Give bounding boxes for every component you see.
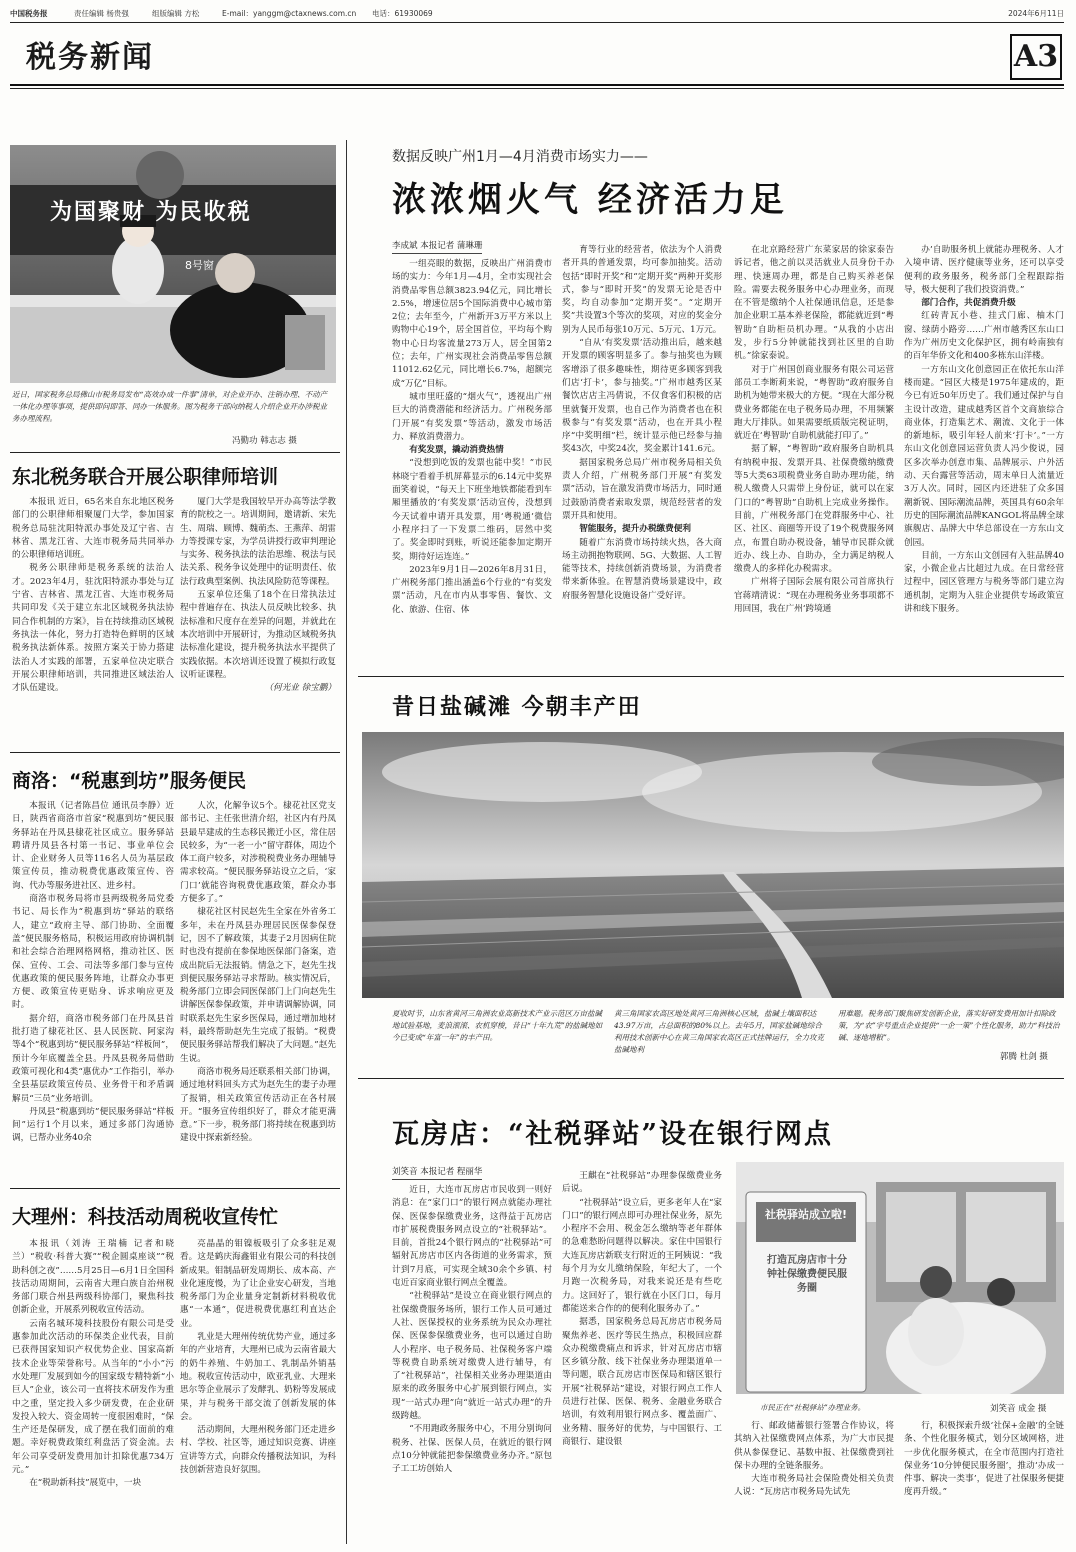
paper-name: 中国税务报 — [10, 9, 48, 18]
service-panel: 打造瓦房店市十分钟社保缴费便民服务圈 — [767, 1255, 847, 1294]
dali-column-1 — [12, 1238, 174, 1544]
paragraph: 据国家税务总局广州市税务局相关负责人介绍，广州税务部门开展“有奖发票”活动，旨在激发消费市场活力，同时通过鼓励消费者索取发票，规范经营者的发票开具和使用。 — [562, 457, 722, 521]
paragraph: 行、邮政储蓄银行签署合作协议，将其纳入社保缴费网点体系，为广大市民提供从参保登记、基数申报、社保缴费到社保卡办理的全链条服务。 — [734, 1421, 894, 1471]
paragraph: 活动期间，大理州税务部门还走进乡村、学校、社区等，通过知识竞赛、讲座宣讲等方式，向群众传播税法知识，为科技创新营造良好氛围。 — [180, 1425, 336, 1476]
paragraph: “不用跑政务服务中心，不用分别询问税务、社保、医保人员，在就近的银行网点10分钟就能把参保缴费业务办齐。”原包子工工坊创始人 — [392, 1424, 552, 1475]
saline-caption-2: 黄三角国家农高区地处黄河三角洲核心区域，盐碱土壤面积达43.97万亩，占总面积的80%以上。去年5月，国家盐碱地综合利用技术创新中心在黄三角国家农高区正式挂牌运行，全力攻克盐碱地利 — [614, 1009, 824, 1054]
headline-guangzhou: 浓浓烟火气 经济活力足 — [392, 180, 788, 220]
email: E-mail：yanggm@ctaxnews.com.cn — [222, 9, 357, 18]
shangluo-column-2 — [180, 800, 336, 1176]
column-divider — [346, 140, 347, 1544]
paragraph: 厦门大学是我国较早开办高等法学教育的院校之一。培训期间，邀请新、宋先生、周瑞、顾博、魏萌杰、王燕萍、胡雷力等授课专家，为学员讲授行政审判理论与实务、税务执法的法治思维、税法与民法关系、税务争议处理中的证明责任、依法行政典型案例、执法风险防范等课程。 — [180, 497, 336, 587]
paragraph: 一组亮眼的数据，反映出广州消费市场的实力：今年1月—4月，全市实现社会消费品零售总额3823.94亿元，同比增长2.5%，增速位居5个国际消费中心城市第2位；去年至今，广州新开3万平方米以上购物中心19个，居全国首位，平均每个购物中心日均客流量273万人，居全国第2位；去年，广州实现社会消费品零售总额11012.62亿元，同比增长6.7%，超额完成“万亿”目标。 — [392, 259, 552, 389]
paragraph: 王麒在“社税驿站”办理参保缴费业务后说。 — [562, 1171, 722, 1195]
paragraph: 育等行业的经营者，依法为个人消费者开具的普通发票，均可参加抽奖。活动包括“即时开奖”和“定期开奖”两种开奖形式，参与“即时开奖”的发票无论是否中奖，均自动参加“定期开奖”。“定期开奖”共设置3个等次的奖项，对应的奖金分别为人民币每张10万元、5万元、1万元。 — [562, 245, 722, 335]
paragraph: 亮晶晶的钼镍板吸引了众多驻足观看。这是鹤庆海鑫钼业有限公司的科技创新成果。钼制品研发周期长、成本高、产业化速度慢，为了让企业安心研发，当地税务部门为企业量身定制新材料税收优惠“一本通”，促进税费优惠红利直达企业。 — [180, 1239, 336, 1329]
paragraph: 一方东山文化创意园正在依托东山洋楼而建。“园区大楼是1975年建成的，距今已有近50年历史了。我们通过保护与自主设计改造，建成越秀区首个文商旅综合商业体，打造集艺术、潮流、文化于一体的新地标，吸引年轻人前来‘打卡’。”一方东山文化创意园运营负责人冯少俊说，园区多次举办创意市集、品牌展示、户外活动、天台露营等活动，周末单日人流量近3万人次。同时，园区内还进驻了众多国潮新锐、国际潮流品牌，英国具有60余年历史的国际潮流品牌KANGOL将品牌全球旗舰店、品牌大中华总部设在一方东山文创园。 — [904, 364, 1064, 548]
byline-guangzhou: 李成斌 本报记者 蒲琳珊 — [392, 239, 482, 254]
paragraph: “社税驿站”设立后，更多老年人在“家门口”的银行网点即可办理社保业务，原先小程序不会用、税金怎么缴纳等老年群体的急难愁盼问题得以解决。家住中国银行大连瓦房店新联支行附近的王阿姨说：“我每个月为女儿缴纳保险，年纪大了，一个月跑一次税务局，对我来说还是有些吃力。这回好了，银行就在小区门口，每月都能送来合作的的便利化服务办了。” — [562, 1197, 722, 1314]
paragraph: 对于广州国创商业服务有限公司运营部员工李断莉来说，“粤智助”政府服务自助机为她带来极大的方便。“现在大部分税费业务都能在电子税务局办理，不用频繁跑大厅排队。如果需要纸质版完税证明，就近在‘粤智助’自助机就能打印了。” — [734, 364, 894, 442]
paragraph: 人次，化解争议5个。棣花社区党支部书记、主任张世清介绍，社区内有丹凤县最早建成的生态移民搬迁小区，常住居民较多，为“一老一小”留守群体，周边个体工商户较多，对涉税税费业务办理辅导需求较高。“便民服务驿站设立之后，‘家门口’就能咨询税费优惠政策，群众办事方便多了。” — [180, 801, 336, 905]
wafangdian-column-1 — [392, 1184, 552, 1544]
subheading: 智能服务，提升办税缴费便利 — [579, 524, 691, 535]
rule — [10, 84, 1064, 86]
paragraph: 丹凤县“税惠到坊”便民服务驿站“样板间”运行1个月以来，通过多部门沟通协调，已帮办业务40余 — [12, 1106, 174, 1144]
divider — [10, 452, 340, 453]
guangzhou-column-2 — [562, 244, 722, 662]
author-signature: （何光业 徐宝鹏） — [264, 683, 336, 694]
shangluo-column-1 — [12, 800, 174, 1176]
subheading: 部门合作，共促消费升级 — [921, 298, 1016, 309]
paragraph: “没想到吃饭的发票也能中奖！”市民林晓宁看着手机屏幕显示的6.14元中奖界面笑着说，“每天上下班坐地铁都能看到车厢里播放的‘有奖发票’活动宣传，没想到今天试着申请开具发票，用‘粤税通’微信小程序扫了一下发票二维码，居然中奖了。奖金即时到账，听说还能参加定期开奖，期待好运连连。” — [392, 458, 552, 562]
kicker-guangzhou: 数据反映广州1月—4月消费市场实力—— — [392, 149, 648, 165]
rule — [10, 88, 1064, 89]
paragraph: 在“税助新科技”展览中，一块 — [29, 1478, 142, 1489]
divider — [10, 1188, 340, 1189]
station-sign: 社税驿站成立啦! — [764, 1208, 848, 1221]
photo-credit: 冯勤功 韩志志 摄 — [232, 436, 297, 446]
paragraph: “自从‘有奖发票’活动推出后，越来越开发票的顾客明显多了。参与抽奖也为顾客增添了很多趣味性，期待更多顾客到我们店‘打卡’，参与抽奖。”广州市越秀区某餐饮店店主冯倩说，不仅食客们积极的店里就餐开发票，也自己作为消费者也在积极参与“有奖发票”活动，也在开具小程序“中奖明细”栏，统计显示他已经参与抽奖43次，中奖24次，奖金累计141.6元。 — [562, 338, 722, 455]
headline-northeast: 东北税务联合开展公职律师培训 — [12, 466, 279, 488]
masthead-topline — [10, 6, 1064, 20]
wafangdian-column-4 — [904, 1420, 1064, 1544]
issue-date: 2024年6月11日 — [1008, 9, 1064, 18]
paragraph: 云南名城环境科技股份有限公司是受惠参加此次活动的环保类企业代表，目前已获得国家知识产权优势企业、国家高新技术企业等荣誉称号。从当年的“小小”污水处理厂发展到如今的国家级专精特新“小巨人”企业，该公司一直将技术研发作为重中之重，坚定投入多少研发费，在企业研发投入较大、资金周转一度很困难时，“保生产还是保研发，成了摆在我们面前的难题。幸好税费政策红利盘活了资金流。去年公司享受研发费用加计扣除优惠734万元。” — [12, 1318, 174, 1476]
paragraph: 棣花社区村民赵先生全家在外省务工多年，未在丹凤县办理居民医保参保登记，因不了解政策，其妻子2月因病住院时也没有提前在参保地医保部门备案，造成出院后无法报销。情急之下，赵先生找到便民服务驿站寻求帮助。核实情况后，税务部门立即会同医保部门上门向赵先生讲解医保参保政策，并申请调解协调，同时联系赵先生家乡医保局，通过增加地材料，最终帮助赵先生完成了报销。“税费便民服务驿站帮我们解决了大问题。”赵先生说。 — [180, 907, 336, 1064]
paragraph: 据悉，国家税务总局瓦房店市税务局聚焦养老、医疗等民生热点，积极回应群众办税缴费痛点和诉求，针对瓦房店市辖区乡镇分散、线下社保业务办理渠道单一等问题，联合瓦房店市医保局和辖区银行开展“社税驿站”建设，对银行网点工作人员进行社保、医保、税务、金融业务联合培训，有效利用银行网点多、覆盖面广、业务精、服务好的优势，与中国银行、工商银行、建设银 — [562, 1317, 722, 1447]
paragraph: 大连市税务局社会保险费处相关负责人说：“瓦房店市税务局先试先 — [734, 1474, 894, 1498]
paragraph: 五家单位还集了18个在日常执法过程中普遍存在、执法人员反映比较多、执法标准和尺度存在差异的问题，并就此在本次培训中开展研讨，为推动区域税务执法标准化建设，提升税务执法水平提供了实践依据。本次培训还设置了模拟行政复议听证课程。 — [180, 590, 336, 680]
guangzhou-column-1 — [392, 258, 552, 662]
paragraph: 商洛市税务局还联系相关部门协调，通过地材料回头方式为赵先生的妻子办理了报销，相关政策宣传活动正在各村展开。“服务宣传组织好了，群众才能更满意。”下一步，税务部门将持续在税惠到坊建设中探索新经验。 — [180, 1066, 336, 1144]
section-title: 税务新闻 — [26, 40, 154, 75]
paragraph: 据介绍，商洛市税务部门在丹凤县首批打造了棣花社区、县人民医院、阿家沟等4个“税惠到坊”便民服务驿站“样板间”，预计今年底覆盖全县。丹凤县税务局借助政策可视化和4类“惠优办”工作指引，举办全县基层政策宣传员、业务骨干和矛盾调解员“三员”业务培训。 — [12, 1013, 174, 1104]
paragraph: 商洛市税务局将市县两级税务局党委书记、局长作为“税惠到坊”驿站的联络人，建立“政府主导、部门协助、全面覆盖”便民服务格局，积极运用政府协调机制和社会综合治理网格网格，推动社区、医保、宣传、工会、司法等多部门参与宣传优惠政策的便民服务阵地，让群众办事更方便、政策宣传更贴身、诉求响应更及时。 — [12, 894, 174, 1011]
wafangdian-column-3 — [734, 1420, 894, 1544]
divider — [10, 752, 340, 753]
paragraph: 据了解，“粤智助”政府服务自助机具有纳税申报、发票开具、社保费缴纳缴费等5大类63项税费业务自助办理功能，纳税人缴费人只需带上身份证，就可以在家门口的“粤智助”自助机上完成业务操作。目前，广州税务部门在党群服务中心、社区、社区、商圈等开设了19个税费服务网点，布置自助办税设备，辅导市民群众就近办、线上办、自助办，全力满足纳税人缴费人的多样化办税需求。 — [734, 444, 894, 575]
wafangdian-column-2 — [562, 1170, 722, 1544]
headline-shangluo: 商洛：“税惠到坊”服务便民 — [12, 770, 246, 792]
rule — [10, 22, 1064, 23]
photo-bank-service-station — [736, 1162, 1064, 1394]
northeast-column-2 — [180, 496, 336, 744]
saline-caption-1: 夏收时节，山东省黄河三角洲农业高新技术产业示范区万亩盐碱地试验基地，麦浪滚滚、农机穿梭，昔日“十年九荒”的盐碱地如今已变成“年富一年”的丰产田。 — [392, 1009, 603, 1042]
paragraph: 乳业是大理州传统优势产业，通过多年的产业培育，大理州已成为云南省最大的奶牛养殖、牛奶加工、乳制品外销基地。税收宣传活动中，欧亚乳业、大理来思尔等企业展示了发酵乳、奶粉等发展成果，并与税务干部交流了创新发展的体会。 — [180, 1332, 336, 1422]
paragraph: 红砖青瓦小巷、挂式门廊、柚木门窗、绿荫小路旁……广州市越秀区东山口作为广州历史文化保护区，拥有岭南独有的百年华侨文化和400多栋东山洋楼。 — [904, 311, 1064, 362]
headline-wafangdian: 瓦房店：“社税驿站”设在银行网点 — [392, 1119, 834, 1150]
banner-text: 为国聚财 为民收税 — [50, 200, 252, 225]
photo-saline-farmland — [362, 732, 1064, 998]
phone: 电话：61930069 — [372, 9, 433, 18]
paragraph: 2023年9月1日—2026年8月31日，广州税务部门推出涵盖6个行业的“有奖发票”活动，凡在市内从事零售、餐饮、文化、旅游、住宿、体 — [392, 564, 552, 615]
paragraph: 在北京路经营广东菜家居的徐家泰告诉记者，他之前以灵活就业人员身份千办理、快速周办理，都是自己购买养老保险。需要去税务服务中心办理业务，而现在不管是缴纳个人社保通讯信息，还是参加企业职工基本养老保险，都能就近到“粤智助”自助柜员机办理。“从我的小店出发，步行5分钟就能找到社区里的自助机。”徐家泰说。 — [734, 245, 894, 362]
headline-dali: 大理州：科技活动周税收宣传忙 — [12, 1206, 279, 1228]
headline-saline: 昔日盐碱滩 今朝丰产田 — [392, 694, 642, 720]
paragraph: 城市里旺盛的“烟火气”，透视出广州巨大的消费潜能和经济活力。广州税务部门开展“有奖发票”等活动，激发市场活力、释放消费潜力。 — [392, 391, 552, 442]
paragraph: 行，积极探索升级‘社保+金融’的全链条、个性化服务模式，划分区域网格，进一步优化服务模式，在全市范围内打造社保业务‘10分钟便民服务圈’，推动‘办成一件事、解决一类事’，促进了社保服务便捷度再升级。” — [904, 1421, 1064, 1498]
paragraph: 本报讯 近日，65名来自东北地区税务部门的公职律师相聚厦门大学，参加国家税务总局驻沈阳特派办事处及辽宁省、吉林省、黑龙江省、大连市税务局共同举办的公职律师培训班。 — [12, 497, 174, 561]
photo-tax-service-hall — [10, 145, 336, 383]
photo-caption: 近日，国家税务总局佛山市税务局发布“高效办成一件事”清单，对企业开办、注销办理、不动产一体化办理等事项，提供即问即答、同办一体服务。图为税务干部向纳税人介绍企业开办涉税业务办理流程。 — [12, 390, 328, 423]
byline-wafangdian: 刘笑音 本报记者 程丽华 — [392, 1165, 482, 1180]
editor-name: 责任编辑 杨贵强 — [74, 9, 129, 18]
page-number: A3 — [1010, 34, 1062, 80]
guangzhou-column-4 — [904, 244, 1064, 662]
guangzhou-column-3 — [734, 244, 894, 662]
northeast-column-1 — [12, 496, 174, 744]
designer-name: 组版编辑 方松 — [152, 9, 200, 18]
window-sign: 8号窗 — [185, 259, 214, 272]
bank-photo-caption: 市民正在“社税驿站”办理业务。 — [760, 1403, 866, 1412]
saline-photo-credit: 郭腾 杜剑 摄 — [1000, 1052, 1048, 1062]
paragraph: 税务公职律师是税务系统的法治人才。2023年4月，驻沈阳特派办事处与辽宁省、吉林省、黑龙江省、大连市税务局共同印发《关于建立东北区域税务执法协同合作机制的方案》，旨在持续推动区域税务执法一体化，努力打造特色鲜明的区域税务执法新体系。按照方案关于协力搭建法治人才实践的部署，五家单位决定联合开展公职律师培训，共同推进区域法治人才队伍建设。 — [12, 563, 174, 694]
dali-column-2 — [180, 1238, 336, 1544]
paragraph: 办’自助服务机上就能办理税务、人才入境申请、医疗健康等业务，还可以享受便利的政务服务，税务部门全程跟踪指导，极大便利了我们投资消费。” — [904, 245, 1064, 295]
paragraph: 广州将子国际会展有限公司首席执行官蒋靖清说：“现在办理税务业务事项都不用回国，我在广州‘跨境通 — [734, 577, 894, 615]
paragraph: 随着广东消费市场持续火热，各大商场主动拥抱物联网、5G、大数据、人工智能等技术，持续创新消费场景，为消费者带来新体验。在智慧消费场景建设中，政府服务智慧化设施设备广受好评。 — [562, 537, 722, 601]
divider — [358, 1078, 1064, 1079]
bank-photo-credit: 刘笑音 成金 摄 — [990, 1404, 1047, 1414]
divider — [358, 676, 1064, 677]
paragraph: “社税驿站”是设立在商业银行网点的社保缴费服务场所，银行工作人员可通过人社、医保授权的业务系统为民众办理社保、医保参保缴费业务，也可以通过自助人小程序、电子税务局、社保税务客户端等税费自助系统对缴费人进行辅导，有了“社税驿站”，社保相关业务办理渠道由原来的政务服务中心扩展到银行网点，实现“一站式办理”向“就近一站式办理”的升级跨越。 — [392, 1291, 552, 1422]
paragraph: 目前，一方东山文创园有入驻品牌40家，小微企业占比超过九成。在日常经营过程中，园区管理方与税务等部门建立沟通机制，定期为入驻企业提供专场政策宣讲和线下服务。 — [904, 550, 1064, 615]
paragraph: 本报讯（记者陈昌位 通讯员李静）近日，陕西省商洛市首家“税惠到坊”便民服务驿站在丹凤县棣花社区成立。服务驿站聘请丹凤县各村第一书记、事业单位会计、企业财务人员等116名人员为基层政策宣传员，推动税费优惠政策宣传、咨询、代办等服务进社区、进乡村。 — [12, 801, 174, 891]
subheading: 有奖发票，撬动消费热情 — [409, 445, 504, 456]
paragraph: 近日，大连市瓦房店市民收到一则好消息：在“家门口”的银行网点就能办理社保、医保参保缴费业务，这得益于瓦房店市扩展税费服务网点设立的“社税驿站”。目前，首批24个银行网点的“社税驿站”可辐射瓦房店市区内各街道的业务需求，预计到7月底，可实现全域30余个乡镇、村屯近百家商业银行网点全覆盖。 — [392, 1185, 552, 1289]
saline-caption-3: 用难题。税务部门聚焦研发创新企业，落实好研发费用加计扣除政策，为“农”字号重点企业提供“一企一策”个性化服务，助力“科技治碱、逐地增粮”。 — [838, 1009, 1060, 1042]
paragraph: 本报讯（刘涛 王瑞楠 记者和晓兰）“税收·科普大赛”“税企圆桌座谈”“税助科创之夜”……5月25日—6月1日全国科技活动周期间，云南省大理白族自治州税务部门联合州县两级科协部门，聚焦科技创新企业，开展系列税收宣传活动。 — [12, 1239, 174, 1316]
